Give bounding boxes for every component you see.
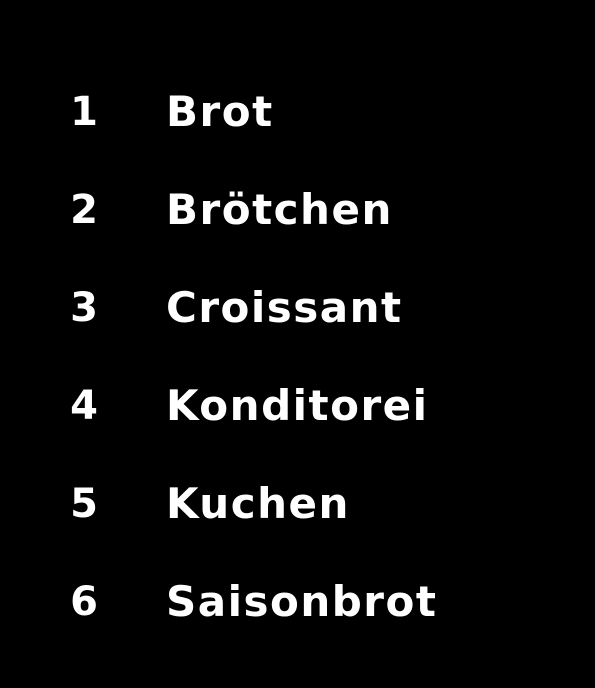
- menu-item-konditorei[interactable]: [0, 357, 595, 455]
- menu-item-number: 2: [70, 187, 98, 233]
- menu-item-saisonbrot[interactable]: [0, 553, 595, 651]
- menu-item-croissant[interactable]: [0, 259, 595, 357]
- menu-item-number: 5: [70, 481, 98, 527]
- menu-item-label: Kuchen: [166, 479, 350, 528]
- menu-item-kuchen[interactable]: [0, 455, 595, 553]
- menu-item-label: Brötchen: [166, 185, 393, 234]
- menu-item-number: 1: [70, 89, 98, 135]
- menu-item-number: 4: [70, 383, 98, 429]
- menu-item-number: 3: [70, 285, 98, 331]
- menu-item-label: Konditorei: [166, 381, 429, 430]
- menu-item-brot[interactable]: [0, 63, 595, 161]
- menu-item-label: Saisonbrot: [166, 577, 438, 626]
- menu-item-number: 6: [70, 579, 98, 625]
- menu-item-label: Brot: [166, 87, 274, 136]
- category-menu: [0, 63, 595, 651]
- menu-item-label: Croissant: [166, 283, 403, 332]
- menu-item-broetchen[interactable]: [0, 161, 595, 259]
